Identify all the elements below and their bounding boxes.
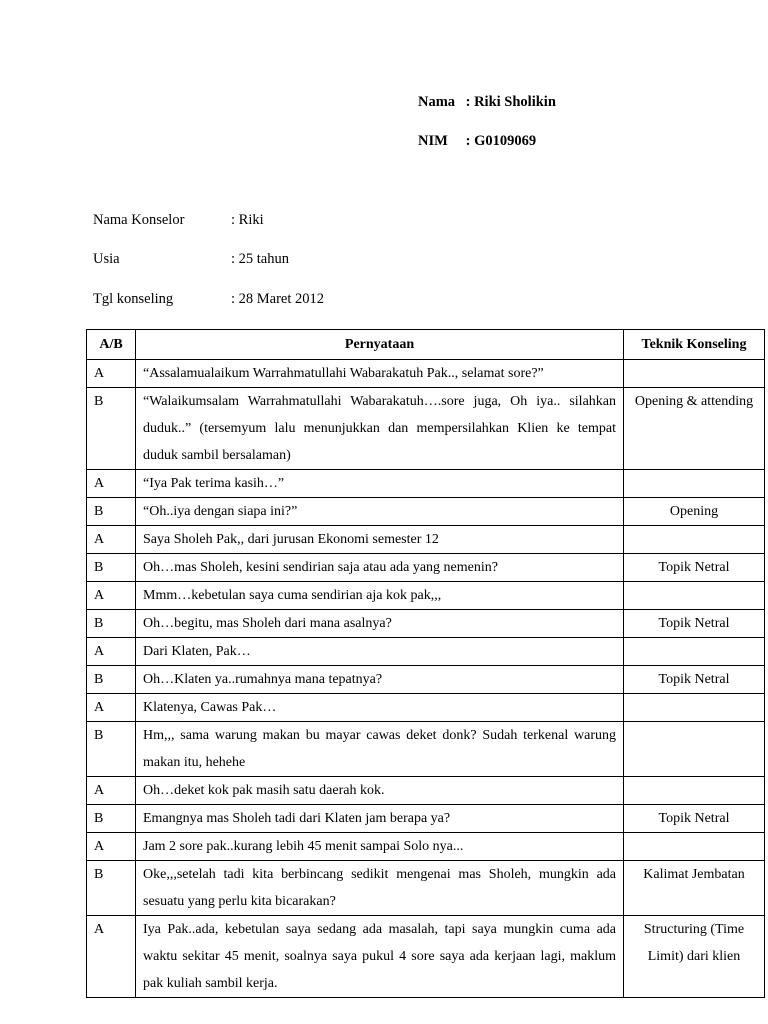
table-header-row bbox=[87, 330, 765, 360]
statement-cell: “Oh..iya dengan siapa ini?” bbox=[136, 498, 624, 526]
technique-cell bbox=[624, 833, 765, 861]
table-row bbox=[87, 360, 765, 388]
statement-cell: Oh…begitu, mas Sholeh dari mana asalnya? bbox=[136, 610, 624, 638]
speaker-cell: A bbox=[87, 360, 136, 388]
technique-cell bbox=[624, 777, 765, 805]
speaker-cell: A bbox=[87, 777, 136, 805]
info-counselor bbox=[93, 212, 264, 229]
statement-cell: Klatenya, Cawas Pak… bbox=[136, 694, 624, 722]
speaker-cell: B bbox=[87, 722, 136, 777]
technique-cell: Opening & attending bbox=[624, 388, 765, 470]
speaker-cell: A bbox=[87, 582, 136, 610]
statement-cell: Oh…mas Sholeh, kesini sendirian saja atau ada yang nemenin? bbox=[136, 554, 624, 582]
table-row bbox=[87, 666, 765, 694]
table-row bbox=[87, 554, 765, 582]
info-label: Nama Konselor bbox=[93, 212, 185, 228]
technique-cell: Topik Netral bbox=[624, 554, 765, 582]
table-row bbox=[87, 582, 765, 610]
table-row bbox=[87, 805, 765, 833]
statement-cell: Oh…Klaten ya..rumahnya mana tepatnya? bbox=[136, 666, 624, 694]
statement-cell: Mmm…kebetulan saya cuma sendirian aja kok pak,,, bbox=[136, 582, 624, 610]
header-ab: A/B bbox=[87, 330, 136, 360]
header-technique: Teknik Konseling bbox=[624, 330, 765, 360]
speaker-cell: B bbox=[87, 388, 136, 470]
speaker-cell: B bbox=[87, 610, 136, 638]
name-value: : Riki Sholikin bbox=[465, 94, 556, 110]
speaker-cell: B bbox=[87, 666, 136, 694]
table-row bbox=[87, 526, 765, 554]
nim-value: : G0109069 bbox=[465, 133, 537, 149]
table-row bbox=[87, 916, 765, 998]
speaker-cell: A bbox=[87, 470, 136, 498]
table-row bbox=[87, 470, 765, 498]
statement-cell: Hm,,, sama warung makan bu mayar cawas deket donk? Sudah terkenal warung makan itu, hehehe bbox=[136, 722, 624, 777]
technique-cell: Topik Netral bbox=[624, 666, 765, 694]
speaker-cell: A bbox=[87, 526, 136, 554]
info-label: Usia bbox=[93, 251, 120, 267]
statement-cell: “Walaikumsalam Warrahmatullahi Wabarakatuh….sore juga, Oh iya.. silahkan duduk..” (tersemyum lalu menunjukkan dan mempersilahkan Klien ke tempat duduk sambil bersalaman) bbox=[136, 388, 624, 470]
info-date bbox=[93, 291, 324, 308]
technique-cell: Structuring (Time Limit) dari klien bbox=[624, 916, 765, 998]
statement-cell: Emangnya mas Sholeh tadi dari Klaten jam berapa ya? bbox=[136, 805, 624, 833]
statement-cell: “Assalamualaikum Warrahmatullahi Wabarakatuh Pak.., selamat sore?” bbox=[136, 360, 624, 388]
statement-cell: Jam 2 sore pak..kurang lebih 45 menit sampai Solo nya... bbox=[136, 833, 624, 861]
statement-cell: Iya Pak..ada, kebetulan saya sedang ada masalah, tapi saya mungkin cuma ada waktu sekitar 45 menit, soalnya saya pukul 4 sore saya ada kerjaan lagi, maklum pak kuliah sambil kerja. bbox=[136, 916, 624, 998]
statement-cell: Dari Klaten, Pak… bbox=[136, 638, 624, 666]
speaker-cell: A bbox=[87, 694, 136, 722]
statement-cell: “Iya Pak terima kasih…” bbox=[136, 470, 624, 498]
technique-cell bbox=[624, 722, 765, 777]
table-row bbox=[87, 638, 765, 666]
table-row bbox=[87, 722, 765, 777]
table-row bbox=[87, 694, 765, 722]
technique-cell: Opening bbox=[624, 498, 765, 526]
technique-cell: Topik Netral bbox=[624, 805, 765, 833]
info-value: : 28 Maret 2012 bbox=[231, 291, 325, 307]
table-body bbox=[87, 360, 765, 998]
statement-cell: Oke,,,setelah tadi kita berbincang sedikit mengenai mas Sholeh, mungkin ada sesuatu yang perlu kita bicarakan? bbox=[136, 861, 624, 916]
technique-cell bbox=[624, 526, 765, 554]
speaker-cell: B bbox=[87, 861, 136, 916]
table-row bbox=[87, 610, 765, 638]
info-value: : Riki bbox=[231, 212, 264, 228]
counseling-table bbox=[86, 329, 765, 998]
technique-cell bbox=[624, 694, 765, 722]
info-age bbox=[93, 251, 289, 268]
header-nim bbox=[418, 133, 536, 150]
table-row bbox=[87, 777, 765, 805]
technique-cell bbox=[624, 582, 765, 610]
name-label: Nama bbox=[418, 94, 456, 110]
statement-cell: Saya Sholeh Pak,, dari jurusan Ekonomi semester 12 bbox=[136, 526, 624, 554]
speaker-cell: A bbox=[87, 638, 136, 666]
table-row bbox=[87, 498, 765, 526]
header-name bbox=[418, 94, 556, 111]
technique-cell bbox=[624, 470, 765, 498]
info-value: : 25 tahun bbox=[231, 251, 289, 267]
speaker-cell: B bbox=[87, 805, 136, 833]
speaker-cell: B bbox=[87, 498, 136, 526]
technique-cell bbox=[624, 638, 765, 666]
statement-cell: Oh…deket kok pak masih satu daerah kok. bbox=[136, 777, 624, 805]
technique-cell: Kalimat Jembatan bbox=[624, 861, 765, 916]
speaker-cell: B bbox=[87, 554, 136, 582]
info-label: Tgl konseling bbox=[93, 291, 174, 307]
technique-cell bbox=[624, 360, 765, 388]
technique-cell: Topik Netral bbox=[624, 610, 765, 638]
table-row bbox=[87, 833, 765, 861]
header-statement: Pernyataan bbox=[136, 330, 624, 360]
speaker-cell: A bbox=[87, 833, 136, 861]
table-row bbox=[87, 861, 765, 916]
speaker-cell: A bbox=[87, 916, 136, 998]
nim-label: NIM bbox=[418, 133, 448, 149]
table-row bbox=[87, 388, 765, 470]
